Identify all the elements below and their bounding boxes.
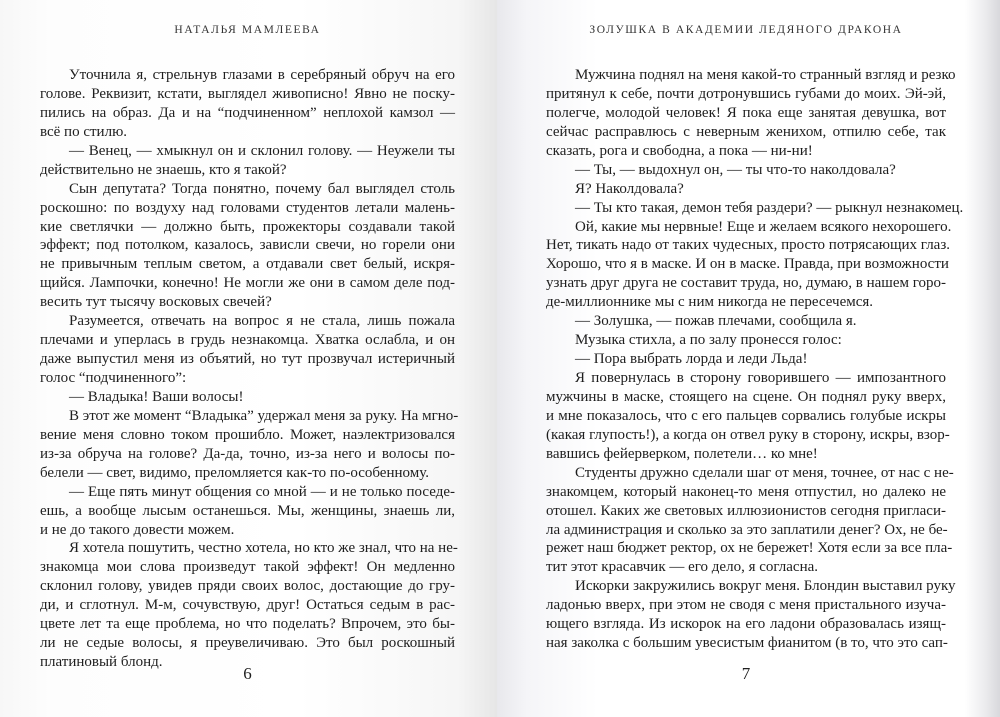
text-line: ли не седые волосы, я преувеличиваю. Это был роскошный	[40, 635, 455, 652]
text-line: де-миллионнике мы с ним никогда не пересечемся.	[546, 294, 874, 311]
text-line: В этот же момент “Владыка” удержал меня за руку. На мгно-	[69, 407, 459, 424]
paragraph	[546, 199, 964, 218]
text-line: полегче, молодой человек! Я пока еще занятая девушка, вот	[546, 104, 946, 121]
text-line: плечами и уперлась в грудь незнакомца. Хватка ослабла, и он	[40, 332, 455, 349]
text-line: ющего взгляда. Из искорок на его ладони образовалась изящ-	[546, 616, 946, 633]
text-line: действительно не знаешь, кто я такой?	[40, 161, 287, 178]
text-line: Разумеется, отвечать на вопрос я не стала, лишь пожала	[69, 313, 455, 330]
text-line: Студенты дружно сделали шаг от меня, точнее, от нас с не-	[575, 464, 954, 481]
page-body-text	[546, 66, 964, 653]
text-line: не привычным теплым светом, а отдавали свет белый, искря-	[40, 256, 455, 273]
text-line: щийся. Лампочки, конечно! Не могли же они в самом деле под-	[40, 275, 455, 292]
paragraph	[40, 66, 455, 142]
text-line: Музыка стихла, а по залу пронесся голос:	[575, 332, 842, 349]
text-line: Ой, какие мы нервные! Еще и желаем всякого нехорошего.	[575, 218, 952, 235]
text-line: — Ты, — выдохнул он, — ты что-то наколдовала?	[575, 161, 896, 178]
text-line: Уточнила я, стрельнув глазами в серебряный обруч на его	[69, 67, 455, 83]
text-line: из-за обруча на голове? Да-да, точно, из-за него и волосы по-	[40, 445, 455, 462]
paragraph	[546, 369, 950, 464]
text-line: — Ты кто такая, демон тебя раздери? — рыкнул незнакомец.	[575, 199, 964, 216]
page-number: 6	[243, 664, 252, 683]
text-line: (какая глупость!), а когда он отвел руку в сторону, искры, взор-	[546, 426, 950, 443]
text-line: белели — свет, видимо, преломляется как-то по-особенному.	[40, 464, 429, 481]
text-line: эффект; под потолком, казалось, зависли свечи, но горели они	[40, 237, 455, 254]
running-head-author: НАТАЛЬЯ МАМЛЕЕВА	[174, 24, 321, 36]
text-line: вение меня словно током прошибло. Может, наэлектризовался	[40, 426, 455, 443]
paragraph	[546, 218, 952, 313]
paragraph	[40, 539, 458, 672]
text-line: отошел. Каких же световых иллюзионистов сегодня пригласи-	[546, 502, 946, 519]
text-line: голове. Реквизит, кстати, выглядел живописно! Явно не поску-	[40, 85, 455, 102]
text-line: ная заколка с большим увесистым фианитом (в то, что это сап-	[546, 635, 948, 652]
text-line: вавшись фейерверком, полетели… ко мне!	[546, 445, 818, 462]
text-line: — Владыка! Ваши волосы!	[69, 388, 244, 405]
text-line: всё по стилю.	[40, 123, 128, 140]
text-line: Искорки закружились вокруг меня. Блондин выставил руку	[575, 578, 956, 595]
text-line: и мне показалось, что с его пальцев сорвались голубые искры	[546, 407, 946, 424]
text-line: цвете лет та еще проблема, но что поделать? Впрочем, это бы-	[40, 616, 455, 633]
text-line: пились на образ. Да и на “подчиненном” неплохой камзол —	[40, 104, 455, 121]
text-line: роскошно: по воздуху над головами студентов летали малень-	[40, 199, 455, 216]
paragraph	[546, 180, 946, 199]
text-line: знакомцем, который наконец-то меня отпустил, но далеко не	[546, 483, 946, 500]
text-line: — Венец, — хмыкнул он и склонил голову. — Неужели ты	[69, 142, 455, 159]
paragraph	[546, 161, 946, 180]
paragraph	[546, 331, 946, 350]
text-line: сейчас расправлюсь с неверным женихом, отпилю себе, так	[546, 123, 946, 140]
paragraph	[40, 388, 455, 407]
text-line: мужчины в маске, стоящего на сцене. Он поднял руку вверх,	[546, 388, 946, 405]
text-line: Я? Наколдовала?	[575, 180, 684, 197]
paragraph	[546, 464, 954, 578]
text-line: Сын депутата? Тогда понятно, почему бал выглядел столь	[69, 180, 455, 197]
paragraph	[546, 577, 956, 653]
text-line: голос “подчиненного”:	[40, 370, 187, 386]
text-line: платиновый блонд.	[40, 654, 163, 671]
paragraph	[546, 312, 946, 331]
text-line: сказать, рога и свободна, а пока — ни-ни!	[546, 142, 813, 159]
paragraph	[40, 483, 455, 540]
paragraph	[40, 180, 455, 313]
text-line: узнать друг друга не составит труда, но, думаю, в нашем горо-	[546, 275, 946, 292]
text-line: ешь, а вообще лысым останешься. Мы, женщины, знаешь ли,	[40, 502, 455, 519]
text-line: Хорошо, что я в маске. И он в маске. Правда, при возможности	[546, 256, 949, 273]
text-line: режет наш бюджет ректор, ох не бережет! Хотя если за все пла-	[546, 540, 953, 557]
text-line: ладонью вверх, при этом не сводя с меня пристального изуча-	[546, 597, 946, 614]
page-number: 7	[741, 664, 751, 683]
text-line: кие светлячки — должно быть, прожекторы создавали такой	[40, 218, 455, 235]
text-line: — Золушка, — пожав плечами, сообщила я.	[575, 313, 857, 330]
running-head-title: ЗОЛУШКА В АКАДЕМИИ ЛЕДЯНОГО ДРАКОНА	[589, 24, 903, 36]
text-line: — Пора выбрать лорда и леди Льда!	[575, 351, 808, 368]
paragraph	[546, 66, 956, 161]
text-line: весить тут тысячу восковых свечей?	[40, 294, 272, 311]
text-line: ди, и сглотнул. М-м, сочувствую, друг! Остаться седым в рас-	[40, 597, 455, 614]
paragraph	[40, 142, 455, 180]
left-page	[0, 0, 497, 717]
text-line: Я повернулась в сторону говорившего — импозантного	[575, 370, 946, 386]
text-line: Нет, тикать надо от таких чудесных, просто потрясающих глаз.	[546, 237, 951, 254]
paragraph	[40, 407, 459, 483]
paragraph	[40, 312, 455, 388]
text-line: притянул к себе, почти дотронувшись губами до моих. Эй-эй,	[546, 85, 946, 102]
text-line: — Еще пять минут общения со мной — и не только поседе-	[69, 483, 455, 500]
text-line: Я хотела пошутить, честно хотела, но кто же знал, что на не-	[69, 540, 458, 557]
paragraph	[546, 350, 946, 369]
text-line: и не до такого довести можем.	[40, 521, 235, 538]
text-line: Мужчина поднял на меня какой-то странный взгляд и резко	[575, 67, 956, 83]
page-body-text	[40, 66, 459, 672]
text-line: ла администрация и сколько за это заплатили денег? Ох, не бе-	[546, 521, 948, 538]
text-line: знакомца мои слова произведут такой эффект! Он медленно	[40, 559, 455, 576]
text-line: тит этот красавчик — его дело, я согласна.	[546, 559, 818, 576]
right-page	[497, 0, 1000, 717]
text-line: склонил голову, увидев пряди своих волос, достающие до гру-	[40, 578, 455, 595]
text-line: даже выпустил меня из объятий, но тут прозвучал истеричный	[40, 351, 455, 368]
